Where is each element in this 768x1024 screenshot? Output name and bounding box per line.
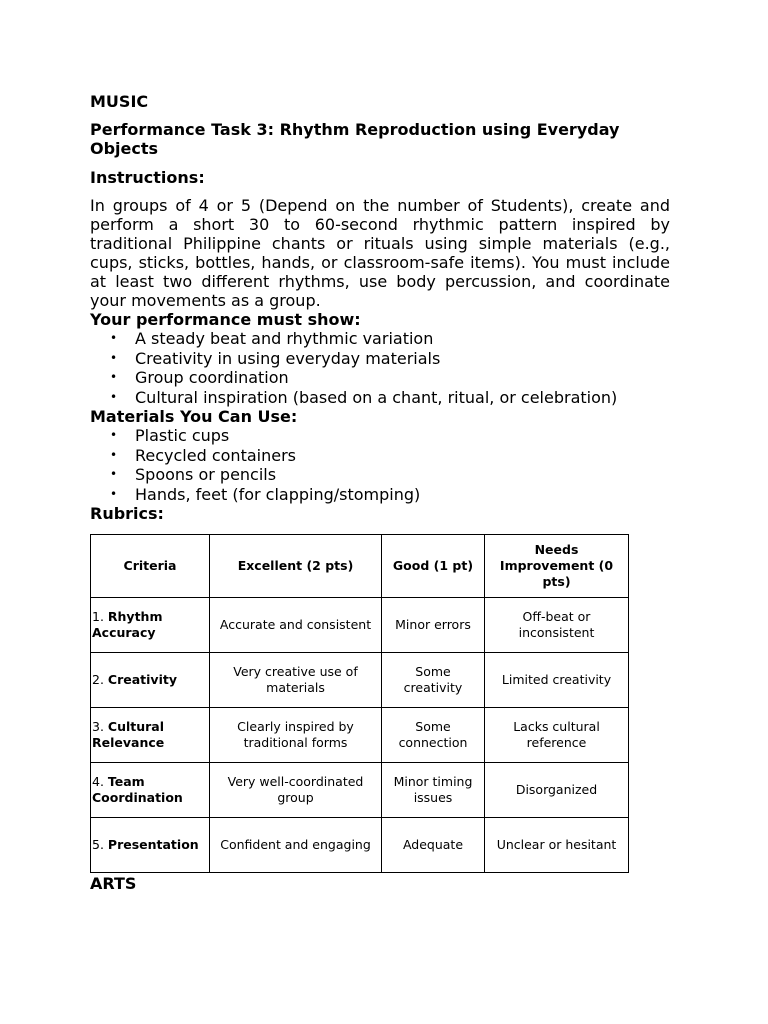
excellent-cell: Very creative use of materials xyxy=(210,653,382,708)
needs-cell: Off-beat or inconsistent xyxy=(485,598,629,653)
list-item: • Spoons or pencils xyxy=(110,465,277,484)
bullet-icon: • xyxy=(110,331,118,345)
header-cell: Criteria xyxy=(91,535,210,598)
bullet-icon: • xyxy=(110,467,118,481)
needs-cell: Unclear or hesitant xyxy=(485,818,629,873)
materials-list xyxy=(90,426,670,504)
excellent-cell: Clearly inspired by traditional forms xyxy=(210,708,382,763)
list-item: • Cultural inspiration (based on a chant, ritual, or celebration) xyxy=(110,387,618,407)
list-item: • Plastic cups xyxy=(110,426,230,445)
materials-heading: Materials You Can Use: xyxy=(90,407,298,426)
bullet-icon: • xyxy=(110,447,118,462)
excellent-cell: Confident and engaging xyxy=(210,818,382,873)
bullet-icon: • xyxy=(110,350,118,365)
good-cell: Adequate xyxy=(382,818,485,873)
list-item: • Hands, feet (for clapping/stomping) xyxy=(110,484,421,504)
bullet-icon: • xyxy=(110,428,118,442)
excellent-cell: Very well-coordinated group xyxy=(210,763,382,818)
arts-heading: ARTS xyxy=(90,874,137,893)
criterion-cell: 2. Creativity xyxy=(91,653,210,708)
criterion-cell: 4. Team Coordination xyxy=(91,763,210,818)
list-item: • Recycled containers xyxy=(110,445,296,465)
table-row xyxy=(91,708,629,763)
header-cell: Excellent (2 pts) xyxy=(210,535,382,598)
good-cell: Some connection xyxy=(382,708,485,763)
performance-heading: Your performance must show: xyxy=(90,310,361,329)
table-header-row xyxy=(91,535,629,598)
rubric-table xyxy=(90,534,629,873)
criterion-cell: 3. Cultural Relevance xyxy=(91,708,210,763)
needs-cell: Lacks cultural reference xyxy=(485,708,629,763)
needs-cell: Limited creativity xyxy=(485,653,629,708)
good-cell: Some creativity xyxy=(382,653,485,708)
bullet-icon: • xyxy=(110,389,118,404)
document-page xyxy=(90,92,670,893)
performance-list xyxy=(90,329,670,407)
subject-heading: MUSIC xyxy=(90,92,149,111)
needs-cell: Disorganized xyxy=(485,763,629,818)
table-row xyxy=(91,763,629,818)
excellent-cell: Accurate and consistent xyxy=(210,598,382,653)
criterion-cell: 1. Rhythm Accuracy xyxy=(91,598,210,653)
table-row xyxy=(91,598,629,653)
list-item: • Creativity in using everyday materials xyxy=(110,348,441,368)
good-cell: Minor errors xyxy=(382,598,485,653)
instructions-paragraph: In groups of 4 or 5 (Depend on the number of Students), create and perform a short 30 to 60-second rhythmic pattern inspired by traditional Philippine chants or rituals using simple materials (e.g., cups, sticks, bottles, hands, or classroom-safe items). You must include at least two different rhythms, use body percussion, and coordinate your movements as a group. xyxy=(90,196,670,310)
header-cell: Needs Improvement (0 pts) xyxy=(485,535,629,598)
table-row xyxy=(91,653,629,708)
table-row xyxy=(91,818,629,873)
list-item: • A steady beat and rhythmic variation xyxy=(110,329,434,348)
good-cell: Minor timing issues xyxy=(382,763,485,818)
list-item: • Group coordination xyxy=(110,368,289,387)
rubrics-heading: Rubrics: xyxy=(90,504,164,523)
instructions-heading: Instructions: xyxy=(90,168,205,187)
bullet-icon: • xyxy=(110,370,118,384)
bullet-icon: • xyxy=(110,486,118,501)
header-cell: Good (1 pt) xyxy=(382,535,485,598)
task-title: Performance Task 3: Rhythm Reproduction using Everyday Objects xyxy=(90,120,620,158)
criterion-cell: 5. Presentation xyxy=(91,818,210,873)
